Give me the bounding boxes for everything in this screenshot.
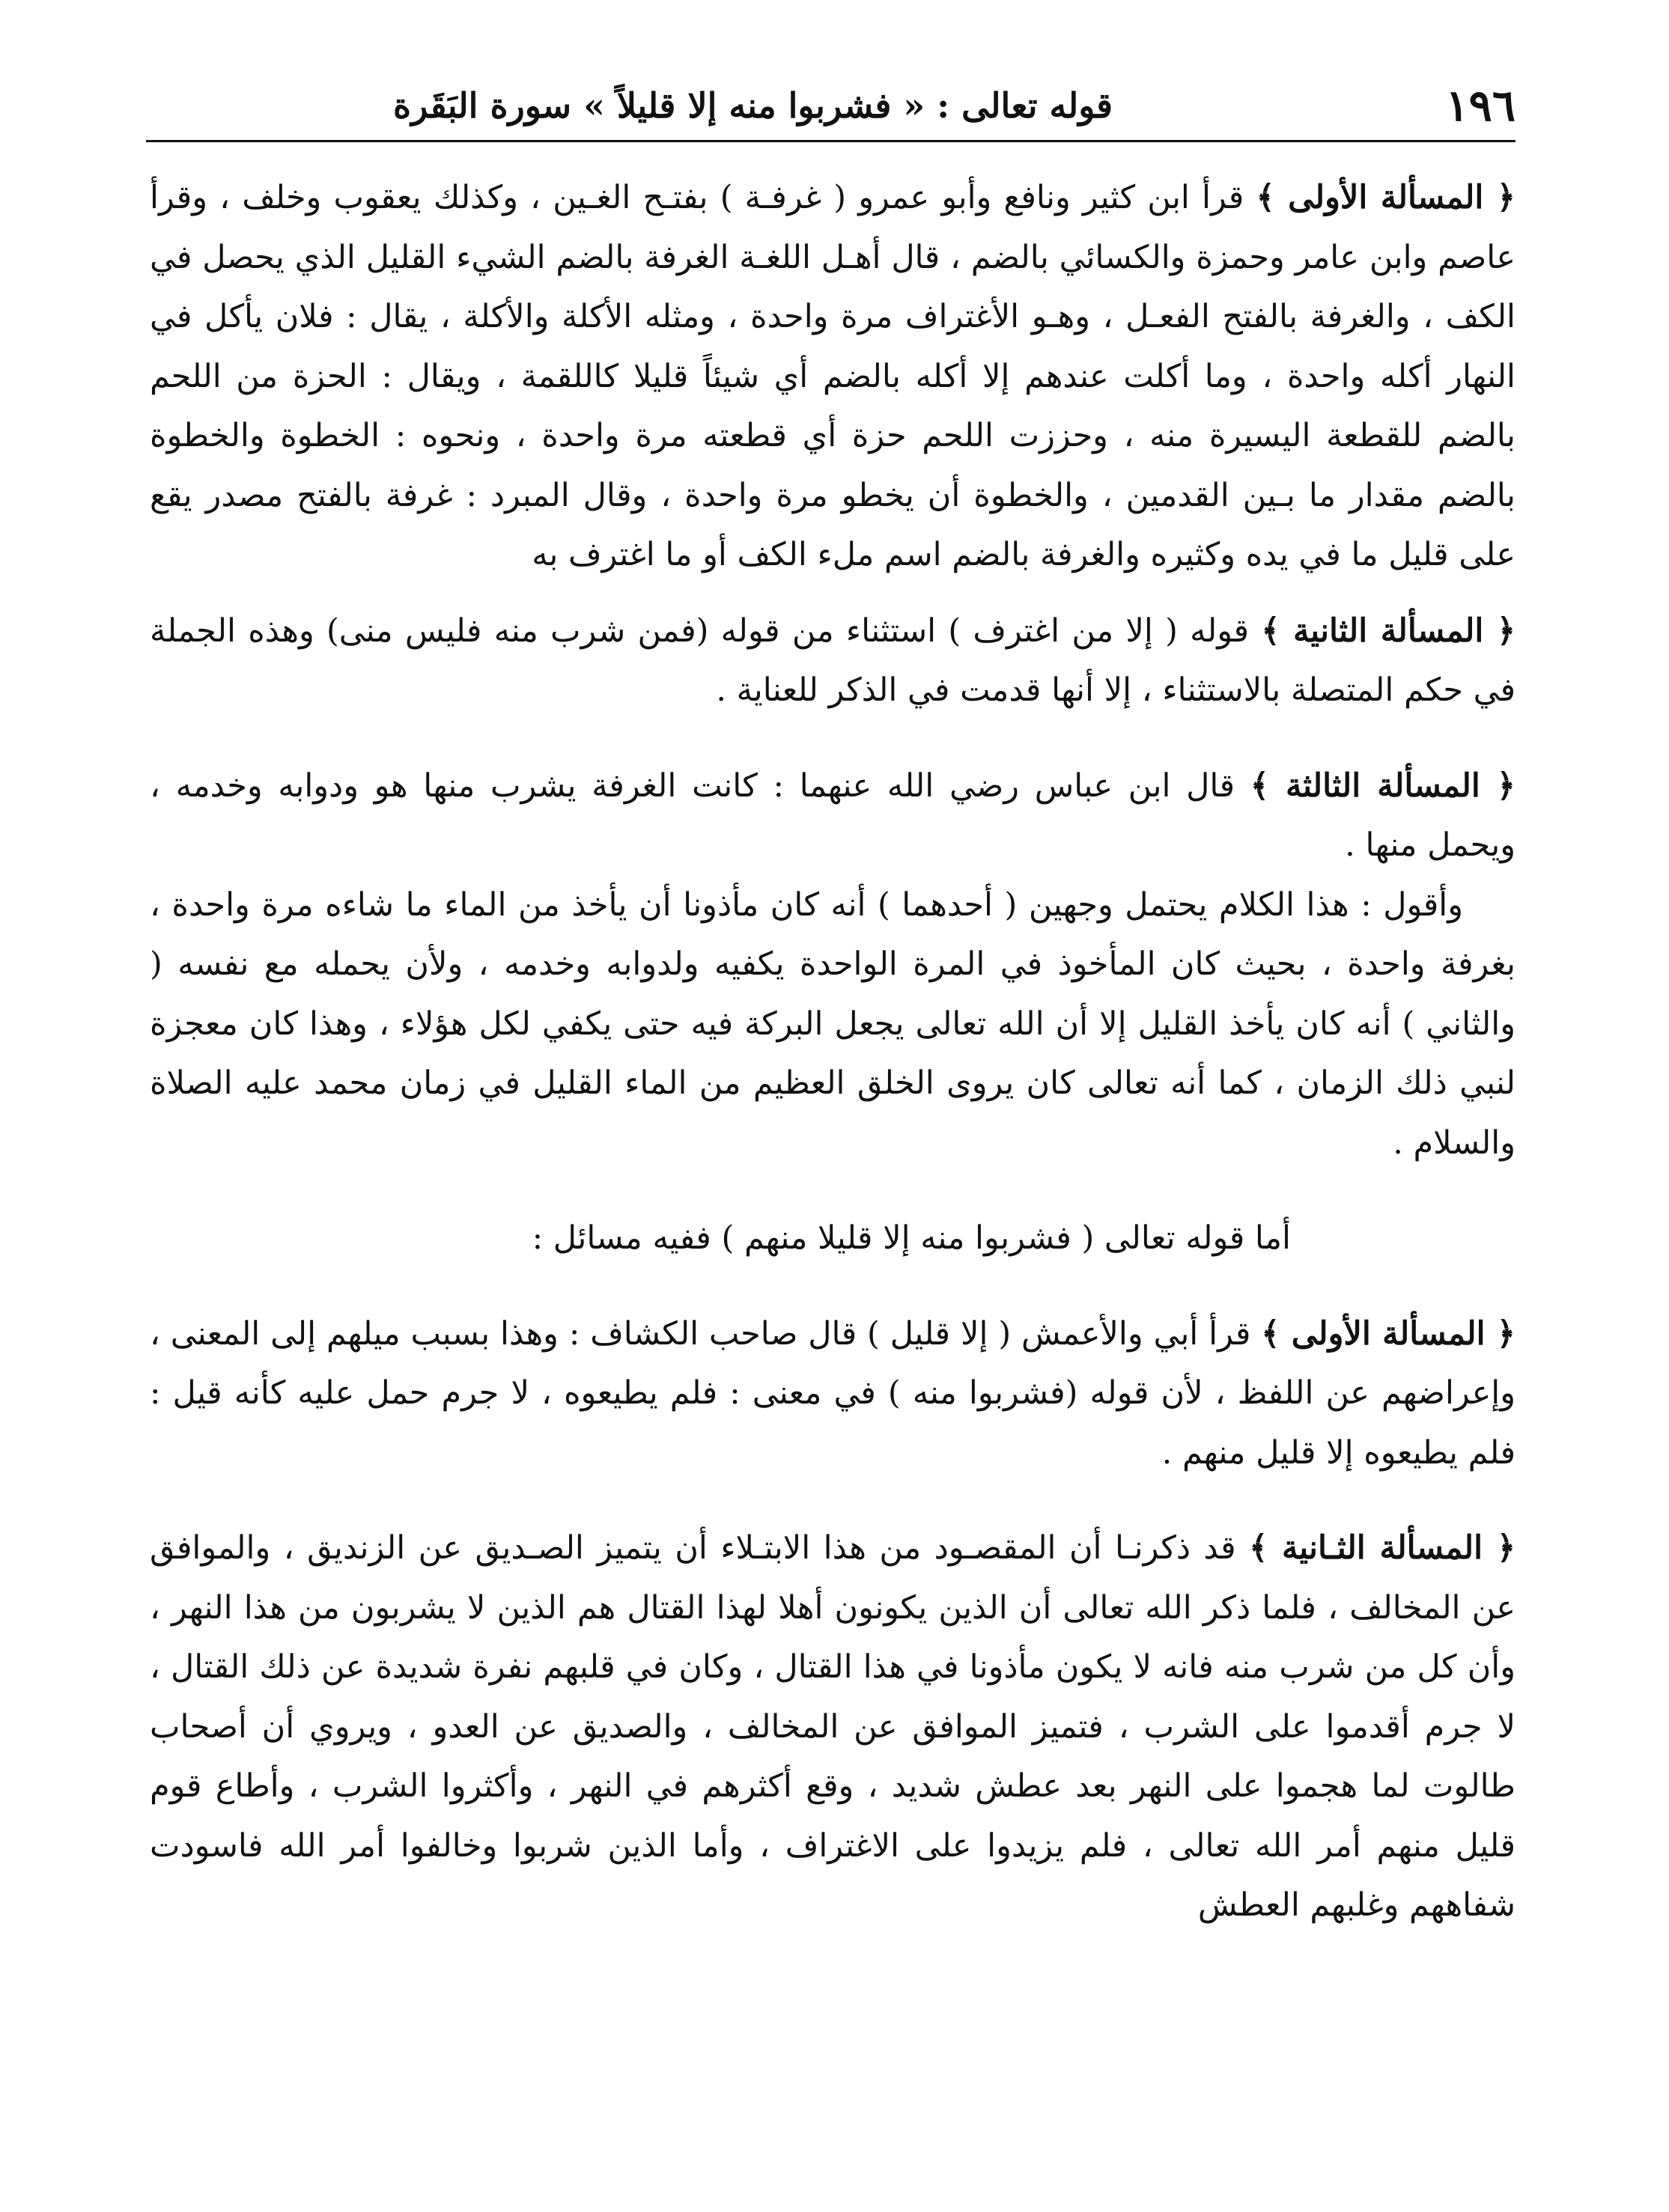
section-heading: ﴿ المسألة الأولى ﴾ <box>1261 1314 1516 1353</box>
section-heading: ﴿ المسألة الأولى ﴾ <box>1256 179 1516 216</box>
paragraph-verse-intro <box>150 1209 1516 1269</box>
page-header <box>146 71 1516 142</box>
section-heading: ﴿ المسألة الثالثة ﴾ <box>1250 767 1516 805</box>
paragraph-masala-1 <box>150 168 1516 585</box>
running-title: قوله تعالى : « فشربوا منه إلا قليلاً » سورة البَقَرة <box>393 85 1113 126</box>
paragraph-text: قوله ( إلا من اغترف ) استثناء من قوله (فمن شرب منه فليس منى) وهذه الجملة في حكم المتصلة بالاستثناء ، إلا أنها قدمت في الذكر للعناية . <box>150 612 1516 709</box>
page-body <box>150 168 1516 1936</box>
paragraph-text: وأقول : هذا الكلام يحتمل وجهين ( أحدهما ) أنه كان مأذونا أن يأخذ من الماء ما شاءه مرة واحدة ، بغرفة واحدة ، بحيث كان المأخوذ في المرة الواحدة يكفيه ولدوابه وخدمه ، ولأن يحمله مع نفسه ( والثاني ) أنه كان يأخذ القليل إلا أن الله تعالى يجعل البركة فيه حتى يكفي لكل هؤلاء ، وهذا كان معجزة لنبي ذلك الزمان ، كما أنه تعالى كان يروى الخلق العظيم من الماء القليل في زمان محمد عليه الصلاة والسلام . <box>150 886 1516 1162</box>
paragraph-masala-2 <box>150 602 1516 721</box>
page-number: ١٩٦ <box>1445 80 1516 131</box>
paragraph-masala-2b <box>150 1519 1516 1936</box>
paragraph-text: قال ابن عباس رضي الله عنهما : كانت الغرفة يشرب منها هو ودوابه وخدمه ، ويحمل منها . <box>150 767 1516 864</box>
paragraph-commentary <box>150 876 1516 1174</box>
paragraph-text: أما قوله تعالى ( فشربوا منه إلا قليلا منهم ) ففيه مسائل : <box>532 1219 1291 1257</box>
paragraph-text: قد ذكرنـا أن المقصـود من هذا الابتـلاء أن يتميز الصـديق عن الزنديق ، والموافق عن المخالف ، فلما ذكر الله تعالى أن الذين يكونون أهلا لهذا القتال هم الذين لا يشربون من هذا النهر ، وأن كل من شرب منه فانه لا يكون مأذونا في هذا القتال ، وكان في قلبهم نفرة شديدة عن ذلك القتال ، لا جرم أقدموا على الشرب ، فتميز الموافق عن المخالف ، والصديق عن العدو ، ويروي أن أصحاب طالوت لما هجموا على النهر بعد عطش شديد ، وقع أكثرهم في النهر ، وأكثروا الشرب ، وأطاع قوم قليل منهم أمر الله تعالى ، فلم يزيدوا على الاغتراف ، وأما الذين شربوا وخالفوا أمر الله فاسودت شفاههم وغلبهم العطش <box>150 1529 1516 1924</box>
paragraph-masala-3 <box>150 757 1516 876</box>
paragraph-text: قرأ أبي والأعمش ( إلا قليل ) قال صاحب الكشاف : وهذا بسبب ميلهم إلى المعنى ، وإعراضهم عن اللفظ ، لأن قوله (فشربوا منه ) في معنى : فلم يطيعوه ، لا جرم حمل عليه كأنه قيل : فلم يطيعوه إلا قليل منهم . <box>150 1314 1516 1472</box>
section-heading: ﴿ المسألة الثانية ﴾ <box>1261 612 1516 650</box>
paragraph-text: قرأ ابن كثير ونافع وأبو عمرو ( غرفـة ) بفتـح الغـين ، وكذلك يعقوب وخلف ، وقرأ عاصم وابن عامر وحمزة والكسائي بالضم ، قال أهـل اللغـة الغرفة بالضم الشيء القليل الذي يحصل في الكف ، والغرفة بالفتح الفعـل ، وهـو الأغتراف مرة واحدة ، ومثله الأكلة والأكلة ، يقال : فلان يأكل في النهار أكله واحدة ، وما أكلت عندهم إلا أكله بالضم أي شيئاً قليلا كاللقمة ، ويقال : الحزة من اللحم بالضم للقطعة اليسيرة منه ، وحززت اللحم حزة أي قطعته مرة واحدة ، ونحوه : الخطوة والخطوة بالضم مقدار ما بـين القدمين ، والخطوة أن يخطو مرة واحدة ، وقال المبرد : غرفة بالفتح مصدر يقع على قليل ما في يده وكثيره والغرفة بالضم اسم ملء الكف أو ما اغترف به <box>150 179 1516 573</box>
paragraph-masala-1b <box>150 1305 1516 1484</box>
section-heading: ﴿ المسألة الثـانية ﴾ <box>1249 1529 1516 1567</box>
